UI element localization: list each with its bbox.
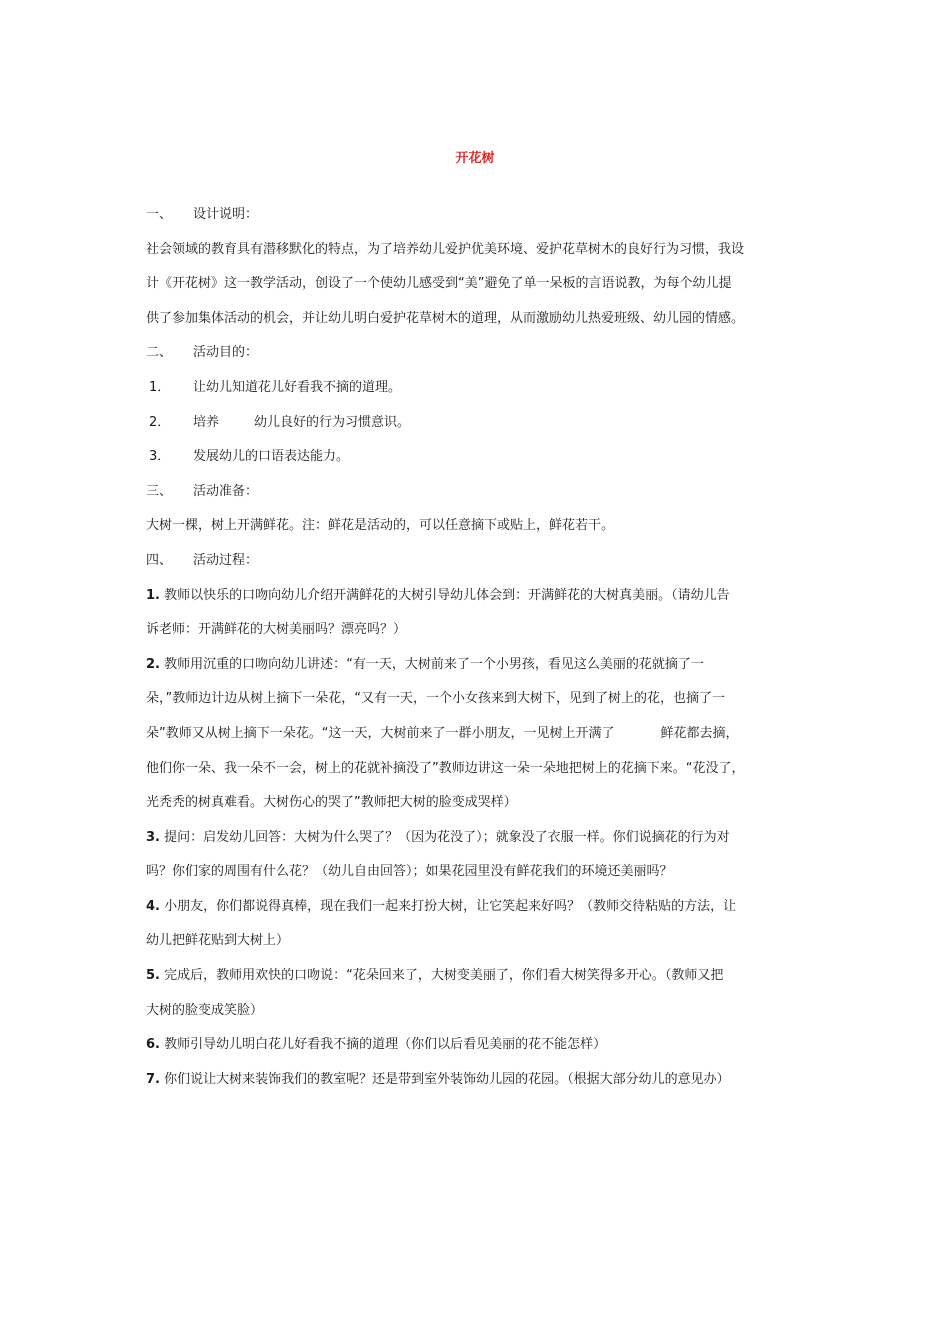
goal-item — [146, 447, 826, 482]
process-line — [146, 1070, 826, 1105]
process-line — [146, 828, 826, 863]
section-heading-preparation — [146, 482, 826, 517]
process-text: 完成后，教师用欢快的口吻说：“花朵回来了，大树变美丽了，你们看大树笑得多开心。（教师又把 — [164, 968, 724, 984]
goal-number: 3． — [149, 449, 171, 465]
goal-number: 1． — [149, 379, 171, 395]
process-text: 小朋友，你们都说得真棒，现在我们一起来打扮大树，让它笑起来好吗？（教师交待粘贴的方法，让 — [164, 898, 737, 914]
goal-text: 让幼儿知道花儿好看我不摘的道理。 — [193, 379, 402, 395]
section-title: 设计说明： — [193, 207, 259, 222]
process-line: 诉老师：开满鲜花的大树美丽吗？漂亮吗？） — [146, 622, 407, 638]
process-number: 4. — [146, 898, 160, 914]
process-text: 教师引导幼儿明白花儿好看我不摘的道理（你们以后看见美丽的花不能怎样） — [164, 1037, 607, 1053]
section-number: 二、 — [146, 345, 173, 361]
section-number: 四、 — [146, 552, 173, 568]
process-line — [146, 897, 826, 932]
process-line: 他们你一朵、我一朵不一会，树上的花就补摘没了”教师边讲这一朵一朵地把树上的花摘下来。“花没了， — [146, 760, 745, 776]
process-number: 3. — [146, 829, 160, 845]
process-line: 朵，”教师边计边从树上摘下一朵花，“又有一天，一个小女孩来到大树下，见到了树上的花，也摘了一 — [146, 691, 725, 707]
goal-text: 培养 — [193, 414, 220, 430]
section-heading-goals — [146, 343, 826, 378]
paragraph-line: 社会领域的教育具有潜移默化的特点，为了培养幼儿爱护优美环境、爱护花草树木的良好行为习惯，我设 — [146, 241, 745, 257]
goal-text: 发展幼儿的口语表达能力。 — [193, 449, 350, 465]
section-heading-design — [146, 205, 826, 240]
process-line: 大树的脸变成笑脸） — [146, 1002, 264, 1018]
section-title: 活动目的： — [193, 345, 259, 361]
section-number: 三、 — [146, 483, 173, 499]
process-line — [146, 724, 826, 759]
section-heading-process — [146, 551, 826, 586]
process-number: 5. — [146, 968, 160, 984]
process-number: 7. — [146, 1071, 160, 1087]
section-title: 活动过程： — [193, 552, 259, 568]
process-text: 你们说让大树来装饰我们的教室呢？还是带到室外装饰幼儿园的花园。（根据大部分幼儿的意见办） — [164, 1071, 730, 1087]
paragraph-line: 供了参加集体活动的机会，并让幼儿明白爱护花草树木的道理，从而激励幼儿热爱班级、幼儿园的情感。 — [146, 310, 745, 326]
paragraph-line: 计《开花树》这一教学活动，创设了一个使幼儿感受到“美”避免了单一呆板的言语说教，为每个幼儿提 — [146, 276, 732, 292]
goal-number: 2． — [149, 414, 171, 430]
process-text: 鲜花都去摘， — [660, 725, 739, 741]
process-text: 朵”教师又从树上摘下一朵花。“这一天，大树前来了一群小朋友，一见树上开满了 — [146, 725, 615, 741]
goal-item — [146, 413, 826, 448]
goal-text: 幼儿良好的行为习惯意识。 — [254, 414, 411, 430]
process-line: 吗？你们家的周围有什么花？（幼儿自由回答）；如果花园里没有鲜花我们的环境还美丽吗？ — [146, 864, 673, 880]
document-title: 开花树 — [455, 151, 495, 166]
process-text: 提问：启发幼儿回答：大树为什么哭了？（因为花没了）；就象没了衣服一样。你们说摘花的行为对 — [164, 829, 730, 845]
section-number: 一、 — [146, 207, 173, 222]
process-number: 6. — [146, 1037, 160, 1053]
paragraph-line: 大树一棵，树上开满鲜花。注：鲜花是活动的，可以任意摘下或贴上，鲜花若干。 — [146, 518, 615, 534]
process-line — [146, 655, 826, 690]
process-text: 教师用沉重的口吻向幼儿讲述：“有一天，大树前来了一个小男孩，看见这么美丽的花就摘了一 — [164, 656, 704, 672]
process-line: 幼儿把鲜花贴到大树上） — [146, 933, 290, 949]
document-body — [146, 205, 826, 1104]
process-line — [146, 1035, 826, 1070]
process-text: 教师以快乐的口吻向幼儿介绍开满鲜花的大树引导幼儿体会到：开满鲜花的大树真美丽。（请幼儿告 — [164, 587, 730, 603]
process-line — [146, 966, 826, 1001]
process-line: 光秃秃的树真难看。大树伤心的哭了”教师把大树的脸变成哭样） — [146, 795, 517, 811]
process-number: 1. — [146, 587, 160, 603]
section-title: 活动准备： — [193, 483, 259, 499]
process-number: 2. — [146, 656, 160, 672]
process-line — [146, 586, 826, 621]
goal-item — [146, 378, 826, 413]
